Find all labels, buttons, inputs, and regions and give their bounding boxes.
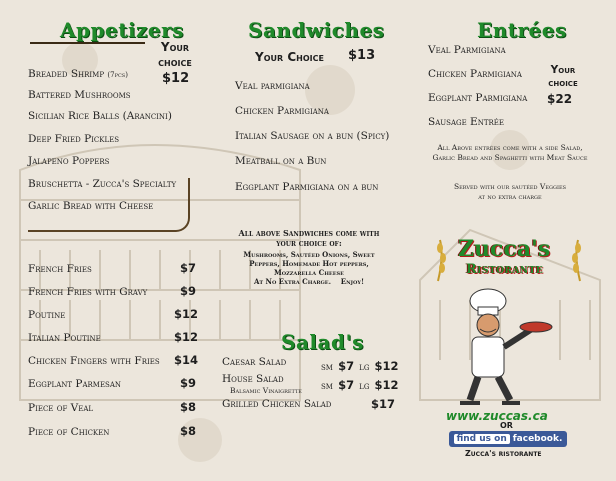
sandwiches-note-body: Mushrooms, Sautéed Onions, Sweet Peppers, Homemade Hot peppers, Mozzarella Cheese	[243, 250, 375, 277]
side-item: Piece of Chicken	[28, 426, 110, 438]
sandwich-item: Eggplant Parmigiana on a bun	[235, 181, 379, 193]
appetizer-item: Jalapeno Poppers	[28, 155, 110, 167]
side-price: $9	[180, 376, 197, 390]
side-item: Italian Poutine	[28, 332, 101, 344]
appetizer-item: Garlic Bread with Cheese	[28, 200, 154, 212]
appetizers-heading: Appetizers	[60, 18, 184, 42]
side-item: Chicken Fingers with Fries	[28, 355, 160, 367]
sandwiches-note-title: All above Sandwiches come with your choice of:	[238, 228, 380, 248]
side-item: French Fries with Gravy	[28, 286, 148, 298]
website-link[interactable]: www.zuccas.ca	[446, 409, 548, 423]
facebook-find-label: find us on	[454, 434, 510, 444]
entree-item: Chicken Parmigiana	[428, 68, 522, 80]
sandwich-item: Chicken Parmigiana	[235, 105, 329, 117]
entrees-choice-price: $22	[547, 92, 573, 106]
appetizer-item: Battered Mushrooms	[28, 89, 131, 101]
entree-item: Sausage Entrée	[428, 116, 504, 128]
side-price: $9	[180, 284, 197, 298]
appetizers-bracket	[28, 178, 190, 232]
side-price: $14	[174, 353, 199, 367]
chef-icon	[440, 285, 580, 405]
salad-item: Grilled Chicken Salad	[222, 398, 332, 410]
sandwich-item: Italian Sausage on a bun (Spicy)	[235, 130, 390, 142]
salad-prices: SM $7 LG $12	[321, 378, 399, 392]
appetizer-item: Sicilian Rice Balls (Arancini)	[28, 110, 172, 122]
facebook-button[interactable]	[449, 431, 567, 447]
side-item: Eggplant Parmesan	[28, 378, 122, 390]
side-item: French Fries	[28, 263, 92, 275]
entrees-note: All Above entrées come with a side Salad, Garlic Bread and Spaghetti with Meat Sauce	[432, 143, 588, 162]
appetizers-choice-price: $12	[162, 71, 190, 86]
salad-subtitle: Balsamic Vinaigrette	[230, 386, 302, 395]
salads-heading: Salad's	[281, 330, 364, 354]
entrees-heading: Entrées	[477, 18, 567, 42]
entree-item: Veal Parmigiana	[428, 44, 506, 56]
sandwich-item: Meatball on a Bun	[235, 155, 327, 167]
or-text: OR	[500, 421, 513, 430]
salad-item: Caesar Salad	[222, 356, 287, 368]
side-item: Piece of Veal	[28, 402, 94, 414]
sandwich-item: Veal parmigiana	[235, 80, 310, 92]
sandwiches-heading: Sandwiches	[248, 18, 385, 42]
side-price: $12	[174, 307, 199, 321]
side-price: $8	[180, 424, 197, 438]
side-price: $12	[174, 330, 199, 344]
appetizers-divider	[30, 42, 145, 44]
side-item: Poutine	[28, 309, 66, 321]
salad-item: House Salad	[222, 373, 284, 385]
sandwiches-choice-label: Your Choice	[255, 50, 324, 64]
entrees-note-veggies: Served with our sautéed Veggies at no extra charge	[453, 182, 567, 201]
appetizer-item: Breaded Shrimp (7pcs)	[28, 68, 128, 80]
appetizer-item: Deep Fried Pickles	[28, 133, 120, 145]
side-price: $7	[180, 261, 197, 275]
facebook-page-name: Zucca's ristorante	[465, 449, 542, 458]
appetizer-item: Bruschetta - Zucca's Specialty	[28, 178, 177, 190]
entrees-choice-label: Your choice	[548, 64, 578, 89]
sandwiches-note-footer: At No Extra Charge. Enjoy!	[253, 277, 365, 286]
logo-name: Zucca's	[458, 236, 551, 262]
facebook-brand: facebook.	[512, 434, 563, 444]
side-price: $8	[180, 400, 197, 414]
logo-subtitle: Ristorante	[466, 262, 544, 277]
appetizers-choice-label: Your choice	[158, 40, 192, 69]
entree-item: Eggplant Parmigiana	[428, 92, 528, 104]
salad-price: $17	[371, 397, 396, 411]
sandwiches-choice-price: $13	[348, 48, 376, 63]
salad-prices: SM $7 LG $12	[321, 359, 399, 373]
